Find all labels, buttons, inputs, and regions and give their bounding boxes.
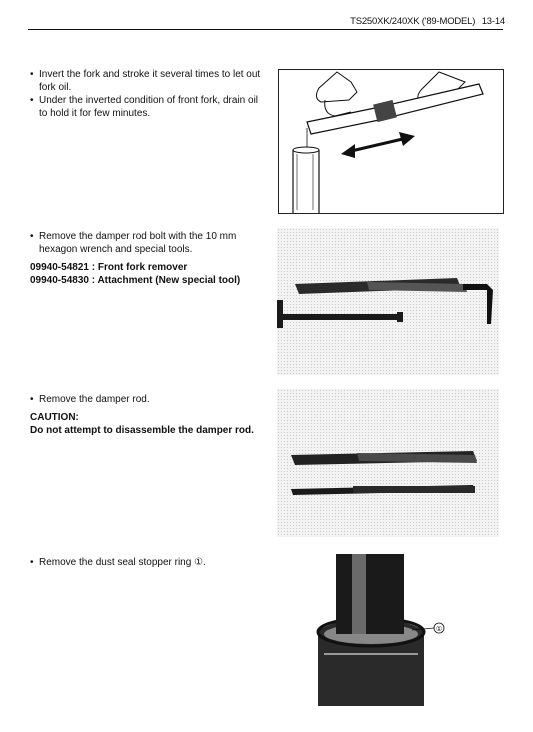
step3-bullet: • Remove the damper rod. <box>30 393 266 406</box>
page-header <box>350 16 505 27</box>
step1-bullet-2: • Under the inverted condition of front fork, drain oil to hold it for few minutes. <box>30 94 266 120</box>
manual-title: TS250XK/240XK ('89-MODEL) <box>350 16 476 27</box>
caution-title: CAUTION: <box>30 412 79 423</box>
step2-bullet: • Remove the damper rod bolt with the 10 mm hexagon wrench and special tools. <box>30 230 262 256</box>
figure-damper-rod-removed <box>277 389 499 537</box>
step1-bullet-1: • Invert the fork and stroke it several times to let out fork oil. <box>30 68 266 94</box>
header-rule <box>28 29 503 30</box>
special-tool-2: 09940-54830 : Attachment (New special tool) <box>30 275 241 286</box>
page-number: 13-14 <box>481 16 505 27</box>
figure-damper-bolt-removal <box>277 228 499 375</box>
figure-dust-seal-stopper-ring <box>300 554 460 706</box>
step3-instructions <box>30 393 266 437</box>
callout-number: ① <box>435 626 443 633</box>
caution-text: Do not attempt to disassemble the damper rod. <box>30 425 254 436</box>
step4-bullet: • Remove the dust seal stopper ring ①. <box>30 556 266 569</box>
special-tool-1: 09940-54821 : Front fork remover <box>30 262 188 273</box>
step2-instructions <box>30 230 262 287</box>
figure-drain-fork-oil <box>278 69 504 214</box>
step4-instructions <box>30 556 266 569</box>
step1-instructions <box>30 68 266 120</box>
